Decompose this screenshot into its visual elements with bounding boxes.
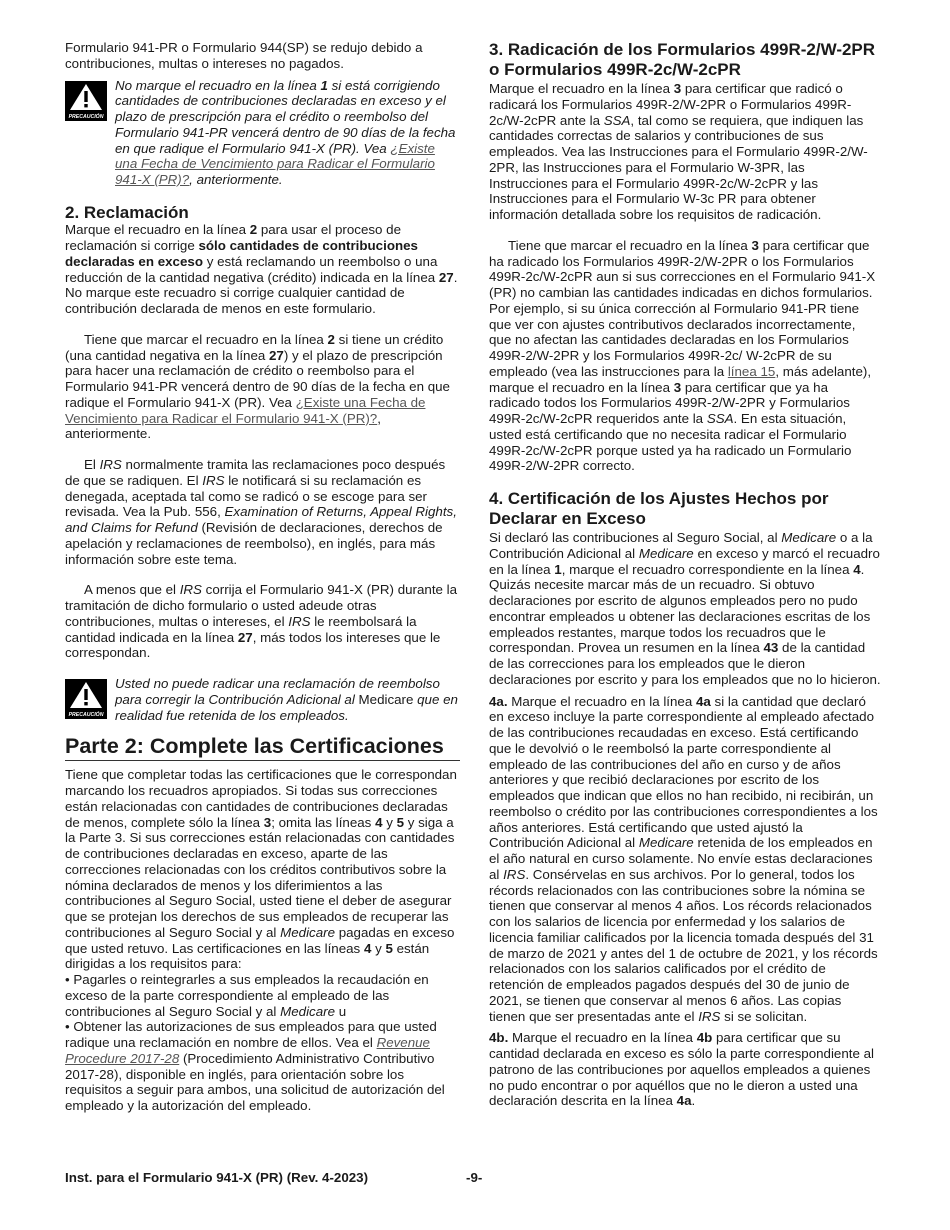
link-linea-15[interactable]: línea 15 <box>727 363 776 379</box>
section-heading: 2. Reclamación <box>65 202 189 222</box>
right-column <box>489 40 881 1109</box>
caution-icon <box>65 81 107 121</box>
paragraph: Marque el recuadro en la línea 3 para certificar que radicó o radicará los Formularios 499R-2/W-2PR o Formularios 499R-2c/W-2cPR ante la SSA, tal como se requiera, que indiquen las cantidades correctas de salarios y contribuciones de sus empleados. Vea las Instrucciones para el Formulario 499R-2/W-2PR, las Instrucciones para el Formulario W-3PR, las Instrucciones para el Formulario 499R-2c/W-2cPR y las Instrucciones para el Formulario W-3c PR para obtener información detallada sobre los requisitos de radicación. <box>489 81 868 222</box>
left-column <box>65 40 460 1114</box>
paragraph: Formulario 941-PR o Formulario 944(SP) se redujo debido a contribuciones, multas o intereses no pagados. <box>65 40 423 71</box>
caution-icon <box>65 679 107 719</box>
paragraph: Tiene que marcar el recuadro en la línea 3 para certificar que ha radicado los Formularios 499R-2/W-2PR o los Formularios 499R-2c/W-2cPR aun si sus correcciones en el Formulario 941-X (PR) no cambian las cantidades indicadas en dichos formularios. Por ejemplo, si su única corrección al Formulario 941-PR tiene que ver con ajustes contributivos declarados incorrectamente, que no afectan las cantidades declaradas en los Formularios 499R-2/W-2PR y los Formularios 499R-2c/ W-2cPR de su empleado (vea las instrucciones para la línea 15, más adelante), marque el recuadro en la línea 3 para certificar que ya ha radicado todos los Formularios 499R-2/W-2PR y Formularios 499R-2c/W-2cPR requeridos ante la SSA. En esta situación, usted está certificando que no necesita radicar el Formulario 499R-2c/W-2cPR porque usted ya ha radicado un Formulario 499R-2/W-2PR correcto. <box>489 237 876 474</box>
bullet-item: • Obtener las autorizaciones de sus empleados para que usted radique una reclamación en nombre de ellos. Vea el Revenue Procedure 2017-28 (Procedimiento Administrativo Contributivo 2017-28), disponible en inglés, para orientación sobre los requisitos a seguir para ambos, una solicitud de autorización del empleado y la autorización del empleado. <box>65 1019 445 1113</box>
caution-note: PRECAUCIÓN Usted no puede radicar una reclamación de reembolso para corregir la Contribución Adicional al Medicare que en realidad fue retenida de los empleados. <box>65 676 460 723</box>
paragraph: 4a. Marque el recuadro en la línea 4a si la cantidad que declaró en exceso incluye la parte correspondiente al empleado afectado de las contribuciones recaudadas en exceso. Está certificando que le devolvió o le reembolsó la parte correspondiente al empleado de las contribuciones del año en curso y de años anteriores y que recibió declaraciones por escrito de los empleados que indican que ellos no han recibido, ni recibirán, un reembolso o crédito por las contribuciones correspondientes a los años anteriores. Está certificando que usted ajustó la Contribución Adicional al Medicare retenida de los empleados en el año natural en curso solamente. No envíe estas declaraciones al IRS. Consérvelas en sus archivos. Por lo general, todos los récords relacionados con las contribuciones sobre la nómina se tienen que conservar al menos 4 años. Los récords relacionados con los salarios de licencia por enfermedad y los salarios de licencia familiar calificados por la licencia tomada después del 31 de marzo de 2021 y antes del 1 de octubre de 2021, y los récords relacionados con los salarios calificados por el crédito de retención de empleados pagados después del 30 de junio de 2021, se tienen que conservar al menos 6 años. Las copias tienen que ser presentadas ante el IRS si se solicitan. <box>489 693 878 1024</box>
link-fecha-vencimiento[interactable]: ¿Existe una Fecha de Vencimiento para Radicar el Formulario 941-X (PR)? <box>65 394 426 426</box>
paragraph: Tiene que marcar el recuadro en la línea 2 si tiene un crédito (una cantidad negativa en la línea 27) y el plazo de prescripción para hacer una reclamación de crédito o reembolso para el Formulario 941-PR vencerá dentro de 90 días de la fecha en que radique el Formulario 941-X (PR). Vea ¿Existe una Fecha de Vencimiento para Radicar el Formulario 941-X (PR)?, anteriormente. <box>65 331 450 442</box>
page-number: -9- <box>466 1170 483 1185</box>
paragraph: A menos que el IRS corrija el Formulario 941-X (PR) durante la tramitación de dicho formulario o usted adeude otras contribuciones, multas o intereses, el IRS le reembolsará la cantidad indicada en la línea 27, más todos los intereses que le correspondan. <box>65 582 458 661</box>
link-revenue-procedure[interactable]: Revenue Procedure 2017-28 <box>65 1035 430 1066</box>
paragraph: Tiene que completar todas las certificaciones que le correspondan marcando los recuadros apropiados. Si todas sus correcciones están relacionadas con cantidades de contribuciones declaradas de menos, complete sólo la línea 3; omita las líneas 4 y 5 y siga a la Parte 3. Si sus correcciones están relacionadas con cantidades de contribuciones declaradas en exceso, aparte de las correcciones relacionadas con los créditos contributivos sobre la nómina declarados de menos y los diferimientos a las contribuciones al Seguro Social, usted tiene el deber de asegurar que se protejan los derechos de sus empleados de recuperar las contribuciones al Seguro Social y al Medicare pagadas en exceso que usted retuvo. Las certificaciones en las líneas 4 y 5 están dirigidas a los requisitos para: <box>65 767 457 972</box>
caution-note: PRECAUCIÓN No marque el recuadro en la línea 1 si está corrigiendo cantidades de contribuciones declaradas en exceso y el plazo de prescripción para el crédito o reembolso del Formulario 941-PR vencerá dentro de 90 días de la fecha en que radique el Formulario 941-X (PR). Vea ¿Existe una Fecha de Vencimiento para Radicar el Formulario 941-X (PR)?, anteriormente. <box>65 78 460 188</box>
part-heading: Parte 2: Complete las Certificaciones <box>65 733 460 761</box>
footer-form-title: Inst. para el Formulario 941-X (PR) (Rev. 4-2023) <box>65 1170 369 1185</box>
bullet-item: • Pagarles o reintegrarles a sus empleados la recaudación en exceso de la parte correspondiente al empleado de las contribuciones al Seguro Social y al Medicare u <box>65 972 429 1019</box>
paragraph: Si declaró las contribuciones al Seguro Social, al Medicare o a la Contribución Adicional al Medicare en exceso y marcó el recuadro en la línea 1, marque el recuadro correspondiente en la línea 4. Quizás necesite marcar más de un recuadro. Si obtuvo declaraciones por escrito de algunos empleados pero no pudo encontrar empleados u obtener las declaraciones escritas de los empleados restantes, marque todos los recuadros que le correspondan. Provea un resumen en la línea 43 de la cantidad de las correcciones para los empleados que le dieron declaraciones por escrito y para los empleados que no lo hicieron. <box>489 530 881 687</box>
link-fecha-vencimiento[interactable]: ¿Existe una Fecha de Vencimiento para Radicar el Formulario 941-X (PR)? <box>115 140 435 187</box>
paragraph: El IRS normalmente tramita las reclamaciones poco después de que se radiquen. El IRS le notificará si su reclamación es denegada, aceptada tal como se radicó o se escoge para ser revisada. Vea la Pub. 556, Examination of Returns, Appeal Rights, and Claims for Refund (Revisión de declaraciones, derechos de apelación y reclamaciones de reembolso), en inglés, para más información sobre este tema. <box>65 457 457 567</box>
section-heading: 3. Radicación de los Formularios 499R-2/W-2PR o Formularios 499R-2c/W-2cPR <box>489 40 876 79</box>
caution-icon-label: PRECAUCIÓN <box>68 113 104 120</box>
caution-icon-label: PRECAUCIÓN <box>68 712 104 718</box>
section-heading: 4. Certificación de los Ajustes Hechos por Declarar en Exceso <box>489 489 829 528</box>
paragraph: Marque el recuadro en la línea 2 para usar el proceso de reclamación si corrige sólo cantidades de contribuciones declaradas en exceso y está reclamando un reembolso o una reducción de la cantidad negativa (crédito) indicada en la línea 27. No marque este recuadro si corrige cualquier cantidad de contribución declarada de menos en este formulario. <box>65 222 458 316</box>
paragraph: 4b. Marque el recuadro en la línea 4b para certificar que su cantidad declarada en exceso es sólo la parte correspondiente al patrono de las contribuciones por aquellos empleados a quienes no pudo encontrar o por aquéllos que no le dieron a usted una declaración descrita en la línea 4a. <box>489 1030 874 1109</box>
